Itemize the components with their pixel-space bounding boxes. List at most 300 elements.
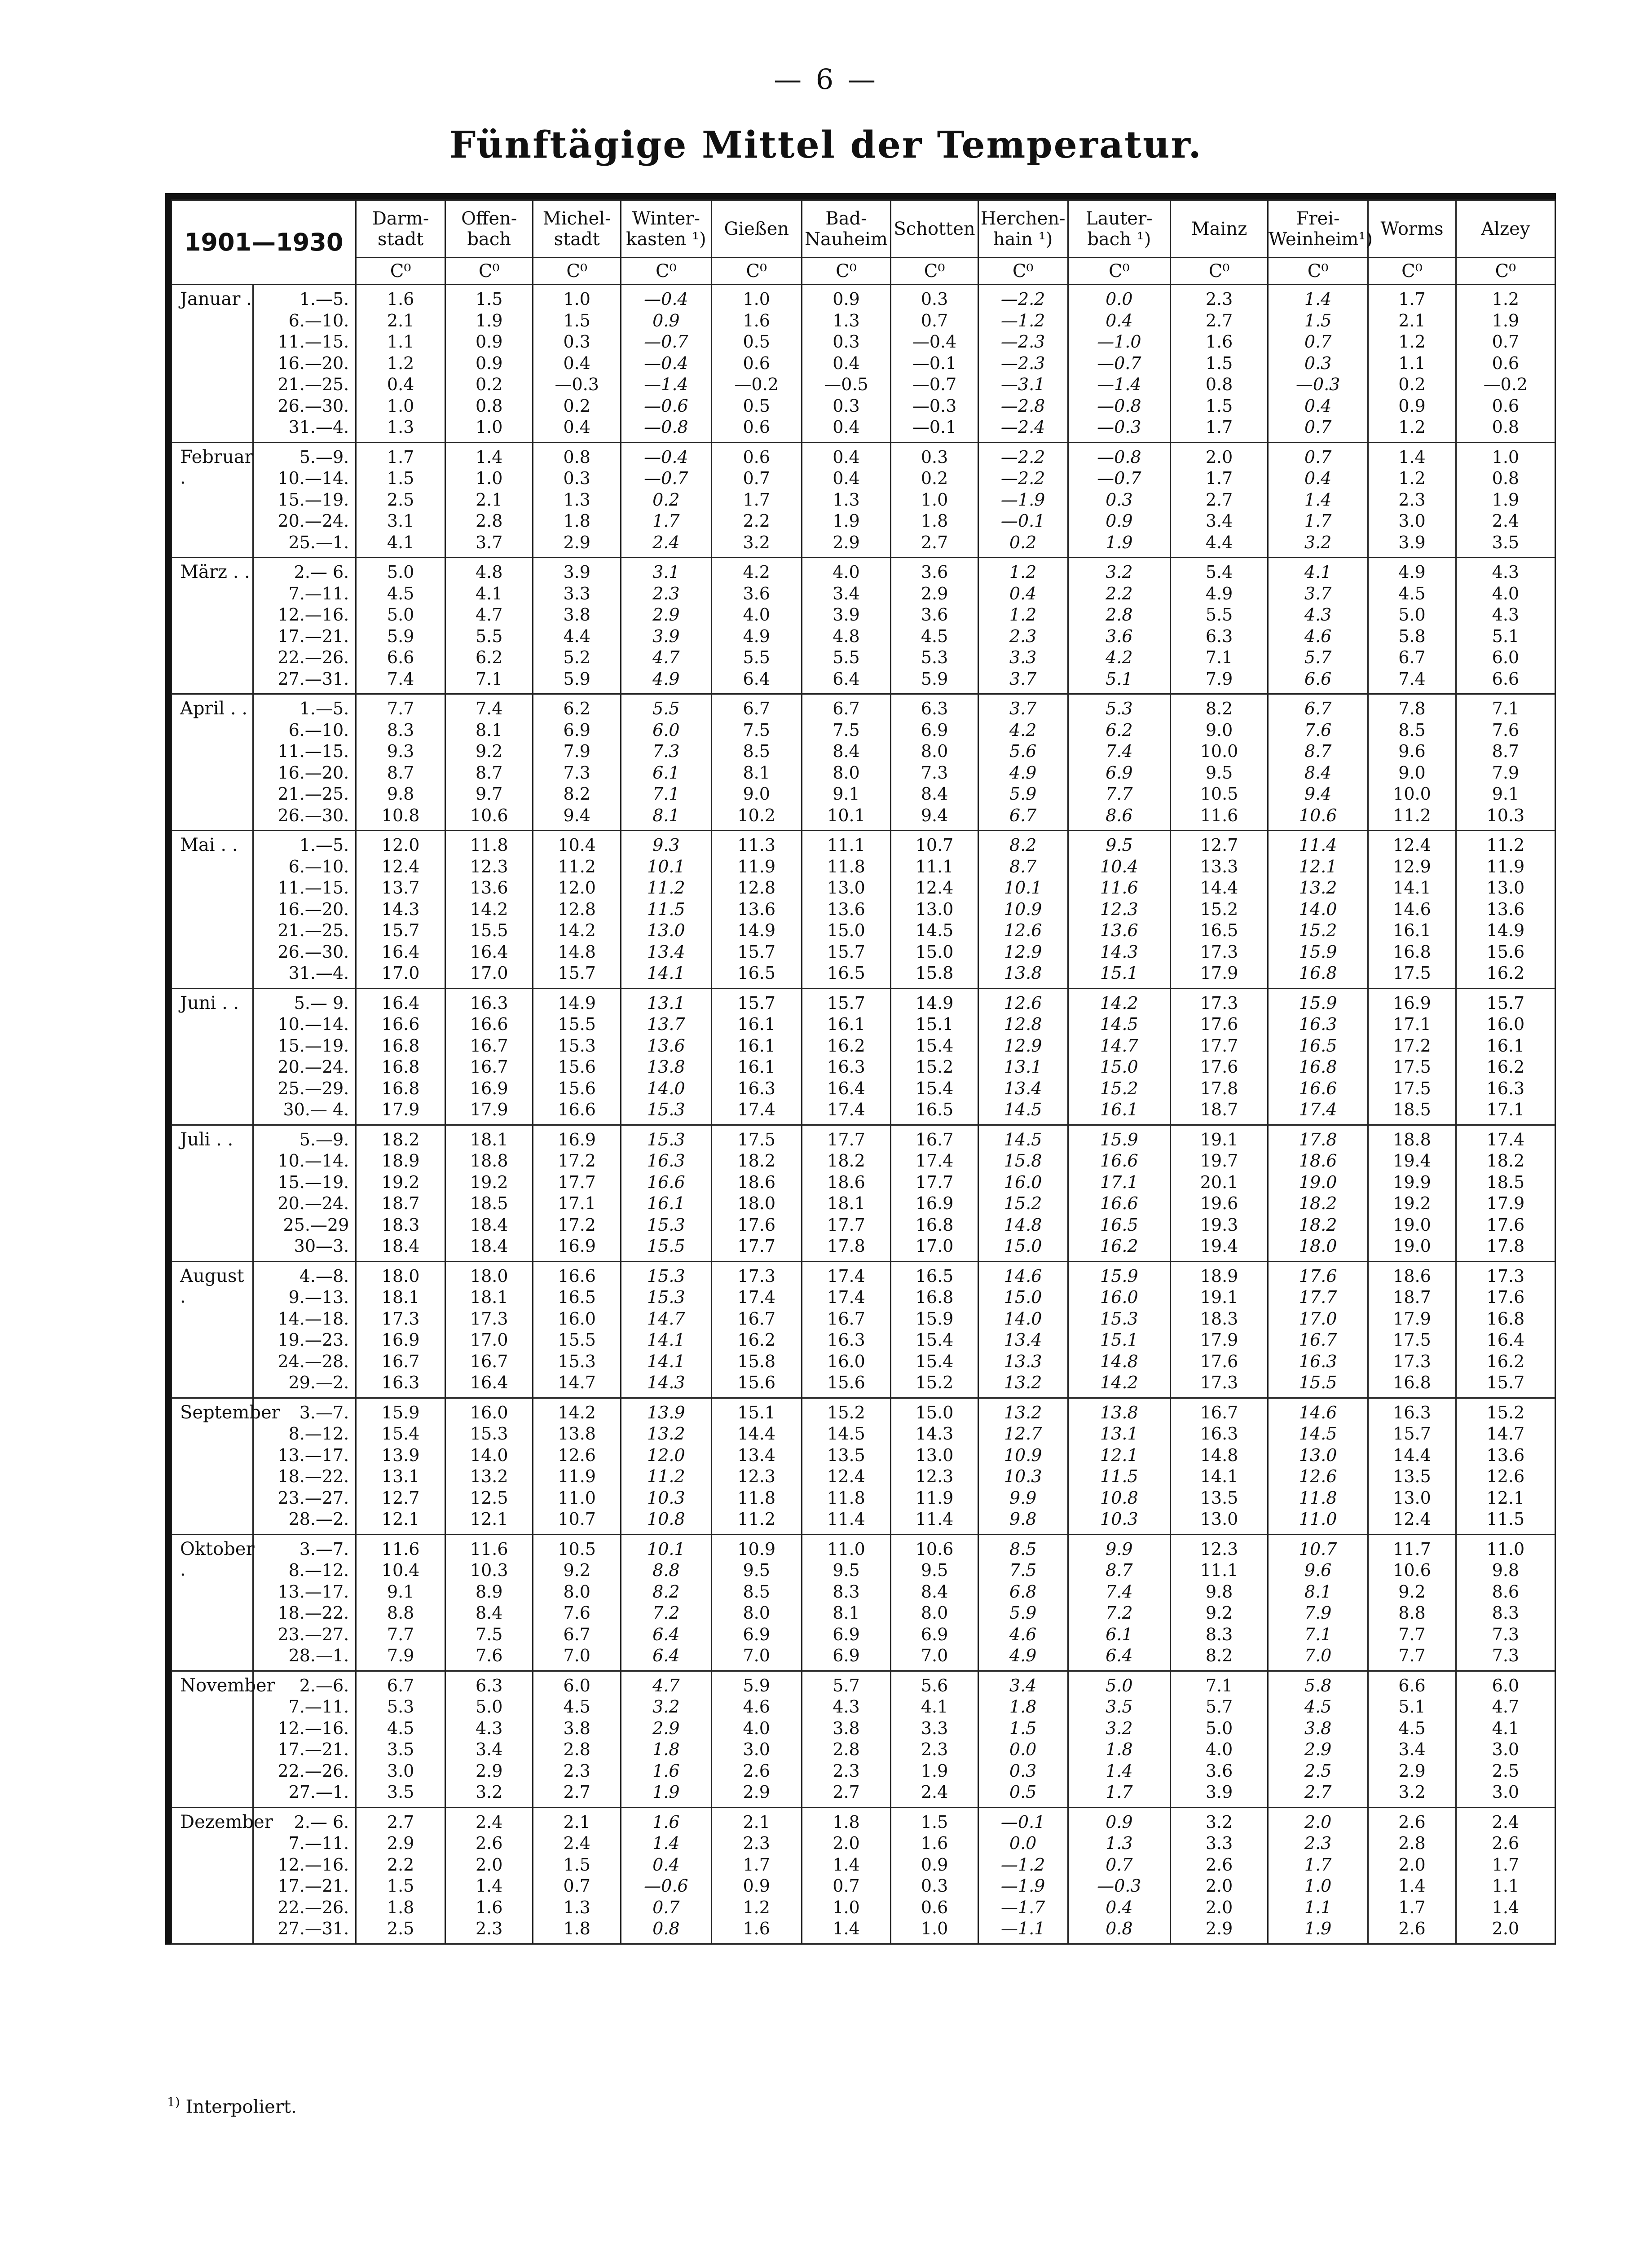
month-row [172,1807,1555,1944]
temperature-value: 11.4 [915,1509,954,1529]
month-row [172,1398,1555,1534]
temperature-value: 15.2 [827,1402,865,1422]
date-range-cell [253,1261,356,1398]
month-row [172,988,1555,1125]
temperature-value: 16.5 [915,1100,954,1119]
temperature-value: 8.2 [1009,835,1037,855]
value-cell [711,442,802,558]
temperature-value: 19.4 [1393,1151,1431,1171]
temperature-value: 14.2 [558,920,596,940]
date-range: 29.—2. [288,1373,349,1392]
temperature-value: 12.9 [1004,942,1042,962]
temperature-value: 1.1 [1304,1897,1332,1917]
value-cell [711,1398,802,1534]
temperature-value: 0.2 [475,374,503,394]
date-range: 7.—11. [288,583,349,603]
month-label: Januar . [172,285,253,443]
temperature-value: 0.4 [1304,468,1332,488]
temperature-value: 17.3 [1200,1373,1238,1392]
value-cell [711,694,802,831]
temperature-value: 15.5 [558,1330,596,1350]
unit-header: C⁰ [533,258,621,285]
temperature-value: 1.0 [921,1919,948,1938]
value-cell [1268,1807,1368,1944]
value-cell [621,1671,711,1807]
page-title: Fünftägige Mittel der Temperatur. [449,123,1203,167]
month-label: Juli . . [172,1125,253,1261]
temperature-value: 10.1 [647,1539,685,1559]
temperature-value: 12.7 [381,1488,420,1508]
temperature-value: 0.7 [652,1897,680,1917]
value-cell [445,1807,533,1944]
temperature-value: 4.7 [652,1675,680,1695]
month-row [172,558,1555,694]
temperature-value: 17.6 [1200,1351,1238,1371]
temperature-value: 1.7 [1106,1782,1133,1802]
value-cell [1068,442,1171,558]
temperature-value: —0.4 [644,289,688,309]
temperature-value: 16.7 [737,1308,776,1329]
temperature-value: 1.1 [387,332,414,352]
value-cell [802,1534,891,1671]
temperature-value: 16.0 [1486,1014,1525,1034]
value-cell [533,1671,621,1807]
value-cell [1171,442,1268,558]
date-range: 7.—11. [288,1833,349,1853]
date-range: 27.—31. [278,1919,349,1938]
temperature-value: —1.9 [1000,1876,1045,1896]
temperature-value: 4.6 [1009,1624,1037,1644]
temperature-value: 1.4 [1398,447,1426,467]
temperature-value: 3.9 [833,605,860,625]
value-cell [1368,831,1456,989]
temperature-value: 3.2 [1304,532,1332,552]
date-range: 2.— 6. [294,562,349,582]
temperature-value: 16.7 [381,1351,420,1371]
temperature-value: 3.6 [1205,1761,1233,1781]
date-range: 5.—9. [299,1129,349,1149]
value-cell [802,558,891,694]
value-cell [533,1534,621,1671]
temperature-value: 12.6 [1004,920,1042,940]
value-cell [1068,558,1171,694]
temperature-value: 17.8 [1299,1129,1337,1149]
temperature-value: 11.5 [1100,1466,1138,1486]
temperature-value: 3.5 [387,1739,414,1759]
temperature-value: 13.5 [1200,1488,1238,1508]
temperature-value: 15.1 [737,1402,776,1422]
temperature-value: 13.4 [1004,1330,1042,1350]
temperature-value: 13.0 [647,920,685,940]
value-cell [621,558,711,694]
temperature-value: —3.1 [1000,374,1045,394]
value-cell [445,988,533,1125]
temperature-value: 5.8 [1398,626,1426,646]
temperature-value: 8.8 [387,1603,414,1623]
temperature-value: 15.7 [1393,1424,1431,1444]
temperature-value: 3.8 [563,605,590,625]
temperature-value: 2.9 [475,1761,503,1781]
temperature-value: 1.0 [563,289,590,309]
date-range: 20.—24. [278,1057,349,1077]
temperature-value: 11.2 [1393,805,1431,825]
month-label: Dezember [172,1807,253,1944]
temperature-value: 17.8 [1486,1236,1525,1256]
temperature-value: —0.1 [1000,511,1045,531]
temperature-value: 3.0 [1398,511,1426,531]
temperature-value: 12.6 [1004,993,1042,1013]
temperature-value: —1.7 [1000,1897,1045,1917]
temperature-value: 16.2 [1486,963,1525,983]
temperature-value: 5.6 [1009,741,1037,761]
temperature-value: 2.3 [1205,289,1233,309]
value-cell [533,1125,621,1261]
temperature-value: 3.6 [921,562,948,582]
temperature-value: 1.4 [475,447,503,467]
value-cell [978,558,1068,694]
station-header: Offen- bach [445,200,533,258]
month-label: Mai . . [172,831,253,989]
temperature-value: 2.6 [1398,1919,1426,1938]
temperature-value: 13.0 [1299,1445,1337,1465]
value-cell [891,442,978,558]
value-cell [533,694,621,831]
value-cell [445,285,533,443]
temperature-value: 7.0 [1304,1646,1332,1665]
station-header: Mainz [1171,200,1268,258]
temperature-value: 3.2 [743,532,770,552]
temperature-value: 2.7 [1205,310,1233,330]
temperature-value: 3.5 [387,1782,414,1802]
temperature-value: 4.4 [1205,532,1233,552]
temperature-value: 10.4 [558,835,596,855]
temperature-value: 4.1 [1492,1718,1520,1738]
temperature-value: 1.7 [743,489,770,510]
temperature-value: 6.7 [743,699,770,718]
temperature-value: 0.8 [652,1919,680,1938]
date-range: 13.—17. [278,1581,349,1602]
temperature-value: 1.5 [1205,396,1233,416]
temperature-value: 11.9 [558,1466,596,1486]
temperature-value: 13.2 [1004,1402,1042,1422]
temperature-value: 12.4 [1393,1509,1431,1529]
date-range: 31.—4. [288,417,349,437]
temperature-value: 16.3 [470,993,508,1013]
temperature-value: 1.5 [563,1854,590,1875]
temperature-value: 18.6 [827,1172,865,1192]
temperature-value: 13.8 [647,1057,685,1077]
temperature-value: 4.2 [1009,720,1037,740]
temperature-value: 13.6 [647,1035,685,1056]
temperature-value: 2.5 [387,489,414,510]
temperature-value: 14.3 [647,1373,685,1392]
date-range: 6.—10. [288,856,349,876]
temperature-value: 3.3 [1205,1833,1233,1853]
temperature-value: 13.8 [1004,963,1042,983]
temperature-value: 16.5 [737,963,776,983]
temperature-value: 1.4 [833,1919,860,1938]
date-range: 10.—14. [278,1014,349,1034]
temperature-value: 7.1 [1205,647,1233,667]
temperature-value: 13.5 [1393,1466,1431,1486]
temperature-value: 9.8 [1492,1560,1520,1580]
value-cell [1268,558,1368,694]
temperature-value: 6.0 [563,1675,590,1695]
temperature-value: 7.9 [387,1646,414,1665]
temperature-value: 7.3 [921,762,948,783]
temperature-value: —1.4 [644,374,688,394]
temperature-value: 10.6 [915,1539,954,1559]
temperature-value: 1.7 [743,1854,770,1875]
temperature-value: 16.7 [827,1308,865,1329]
temperature-value: 15.2 [1200,899,1238,919]
date-range: 7.—11. [288,1697,349,1717]
temperature-value: 3.2 [1106,1718,1133,1738]
temperature-value: 2.6 [1398,1812,1426,1832]
temperature-value: 8.3 [833,1581,860,1602]
temperature-value: 2.7 [833,1782,860,1802]
temperature-value: 17.4 [737,1100,776,1119]
temperature-value: 15.7 [737,942,776,962]
temperature-value: 6.7 [833,699,860,718]
month-row [172,1534,1555,1671]
temperature-value: 2.9 [563,532,590,552]
temperature-value: 8.1 [1304,1581,1332,1602]
value-cell [1068,1807,1171,1944]
temperature-value: 9.1 [833,784,860,804]
temperature-value: 7.6 [475,1646,503,1665]
value-cell [891,1125,978,1261]
temperature-value: 12.8 [1004,1014,1042,1034]
temperature-value: —0.7 [644,332,688,352]
temperature-value: 16.8 [1486,1308,1525,1329]
temperature-value: 8.0 [921,1603,948,1623]
value-cell [978,1534,1068,1671]
temperature-value: 13.8 [558,1424,596,1444]
value-cell [621,988,711,1125]
temperature-value: 8.7 [387,762,414,783]
month-label: Juni . . [172,988,253,1125]
temperature-value: 15.2 [915,1373,954,1392]
temperature-value: 1.1 [1398,353,1426,373]
temperature-value: 2.4 [475,1812,503,1832]
temperature-value: 17.5 [737,1129,776,1149]
temperature-value: 12.6 [1486,1466,1525,1486]
value-cell [356,1261,445,1398]
temperature-value: 15.5 [558,1014,596,1034]
temperature-value: 15.9 [1299,942,1337,962]
temperature-value: 15.6 [1486,942,1525,962]
temperature-value: 2.0 [1398,1854,1426,1875]
temperature-value: 16.2 [1486,1351,1525,1371]
temperature-value: 16.1 [737,1035,776,1056]
temperature-value: 1.8 [921,511,948,531]
station-header: Lauter- bach ¹) [1068,200,1171,258]
temperature-value: 0.6 [743,417,770,437]
temperature-value: 13.0 [915,899,954,919]
temperature-value: 10.1 [647,856,685,876]
temperature-value: 3.7 [475,532,503,552]
date-range: 8.—12. [288,1424,349,1444]
temperature-value: 18.0 [1299,1236,1337,1256]
temperature-value: 1.4 [1106,1761,1133,1781]
temperature-value: 6.7 [387,1675,414,1695]
temperature-value: 0.2 [1398,374,1426,394]
value-cell [1268,285,1368,443]
temperature-value: 14.1 [1393,878,1431,898]
temperature-value: 17.1 [1486,1100,1525,1119]
temperature-value: 8.4 [921,1581,948,1602]
temperature-value: 7.6 [1492,720,1520,740]
temperature-value: 5.7 [1205,1697,1233,1717]
temperature-value: 13.6 [1486,899,1525,919]
temperature-value: 1.6 [652,1812,680,1832]
temperature-value: 7.3 [1492,1646,1520,1665]
temperature-value: 18.8 [470,1151,508,1171]
temperature-value: 17.3 [1200,993,1238,1013]
temperature-value: 2.9 [833,532,860,552]
temperature-value: 1.3 [833,489,860,510]
temperature-value: 7.9 [1492,762,1520,783]
temperature-value: 9.5 [921,1560,948,1580]
temperature-value: 10.1 [827,805,865,825]
temperature-value: 0.8 [1492,417,1520,437]
temperature-value: 7.2 [652,1603,680,1623]
temperature-value: 0.7 [563,1876,590,1896]
temperature-value: 9.8 [387,784,414,804]
temperature-value: 0.3 [1304,353,1332,373]
value-cell [356,988,445,1125]
temperature-value: 16.7 [470,1351,508,1371]
temperature-value: 1.3 [563,1897,590,1917]
date-range: 8.—12. [288,1560,349,1580]
temperature-value: 11.0 [558,1488,596,1508]
value-cell [1368,988,1456,1125]
temperature-value: 0.9 [921,1854,948,1875]
value-cell [978,1398,1068,1534]
temperature-value: 6.9 [921,720,948,740]
temperature-value: 5.9 [921,669,948,689]
temperature-value: 8.0 [921,741,948,761]
temperature-value: 16.9 [558,1129,596,1149]
temperature-value: 19.2 [1393,1193,1431,1213]
value-cell [891,1671,978,1807]
temperature-value: 16.4 [470,1373,508,1392]
value-cell [1171,1807,1268,1944]
temperature-value: —0.4 [644,447,688,467]
temperature-value: 15.7 [381,920,420,940]
temperature-value: —0.3 [912,396,957,416]
temperature-value: 17.6 [1299,1266,1337,1286]
value-cell [1171,1534,1268,1671]
temperature-value: 1.7 [1304,1854,1332,1875]
date-range: 25.—29. [278,1078,349,1098]
temperature-value: 18.1 [827,1193,865,1213]
value-cell [1368,1671,1456,1807]
unit-header: C⁰ [1171,258,1268,285]
temperature-value: 2.7 [1304,1782,1332,1802]
temperature-value: 5.1 [1106,669,1133,689]
temperature-value: 7.7 [387,699,414,718]
temperature-value: 14.5 [1004,1100,1042,1119]
temperature-value: 1.7 [387,447,414,467]
temperature-value: 2.1 [563,1812,590,1832]
temperature-value: 15.5 [1299,1373,1337,1392]
temperature-value: 17.3 [1200,942,1238,962]
temperature-value: 12.9 [1004,1035,1042,1056]
header-row-units [172,258,1555,285]
temperature-value: 8.2 [652,1581,680,1602]
temperature-value: 1.7 [1398,1897,1426,1917]
temperature-value: 10.3 [1486,805,1525,825]
month-label: März . . [172,558,253,694]
temperature-value: 5.3 [921,647,948,667]
temperature-value: 4.8 [833,626,860,646]
temperature-value: 14.9 [1486,920,1525,940]
temperature-value: 14.3 [1100,942,1138,962]
temperature-value: 7.5 [833,720,860,740]
temperature-value: —2.2 [1000,289,1045,309]
temperature-value: 1.0 [387,396,414,416]
temperature-value: 9.5 [743,1560,770,1580]
temperature-value: 16.5 [1200,920,1238,940]
temperature-value: 7.1 [475,669,503,689]
temperature-value: 15.3 [558,1351,596,1371]
value-cell [978,1261,1068,1398]
value-cell [1068,1125,1171,1261]
temperature-value: 5.0 [387,605,414,625]
temperature-value: 8.4 [833,741,860,761]
date-range: 11.—15. [278,741,349,761]
value-cell [356,1398,445,1534]
temperature-value: 4.3 [1492,605,1520,625]
date-range: 3.—7. [299,1539,349,1559]
value-cell [1068,1534,1171,1671]
temperature-value: 0.4 [833,468,860,488]
temperature-value: 5.5 [1205,605,1233,625]
temperature-value: 4.1 [1304,562,1332,582]
temperature-value: 11.7 [1393,1539,1431,1559]
value-cell [356,694,445,831]
temperature-value: —0.3 [555,374,599,394]
temperature-value: 2.2 [387,1854,414,1875]
temperature-value: 11.6 [1100,878,1138,898]
temperature-value: —2.8 [1000,396,1045,416]
temperature-value: 17.7 [827,1215,865,1235]
date-range: 17.—21. [278,1739,349,1759]
temperature-value: 1.6 [743,310,770,330]
temperature-value: 3.7 [1009,669,1037,689]
temperature-value: 0.3 [833,332,860,352]
date-range: 22.—26. [278,1761,349,1781]
temperature-value: 5.5 [652,699,680,718]
temperature-value: 16.2 [827,1035,865,1056]
temperature-value: 1.8 [563,1919,590,1938]
value-cell [1456,1671,1555,1807]
value-cell [1268,442,1368,558]
temperature-value: 3.8 [1304,1718,1332,1738]
temperature-value: 2.4 [1492,1812,1520,1832]
temperature-value: 15.9 [1299,993,1337,1013]
temperature-value: 0.4 [563,353,590,373]
date-range-cell [253,694,356,831]
temperature-value: 13.9 [381,1445,420,1465]
temperature-value: 13.0 [1393,1488,1431,1508]
temperature-value: 15.8 [737,1351,776,1371]
value-cell [356,1125,445,1261]
temperature-value: 7.0 [563,1646,590,1665]
temperature-value: 5.8 [1304,1675,1332,1695]
